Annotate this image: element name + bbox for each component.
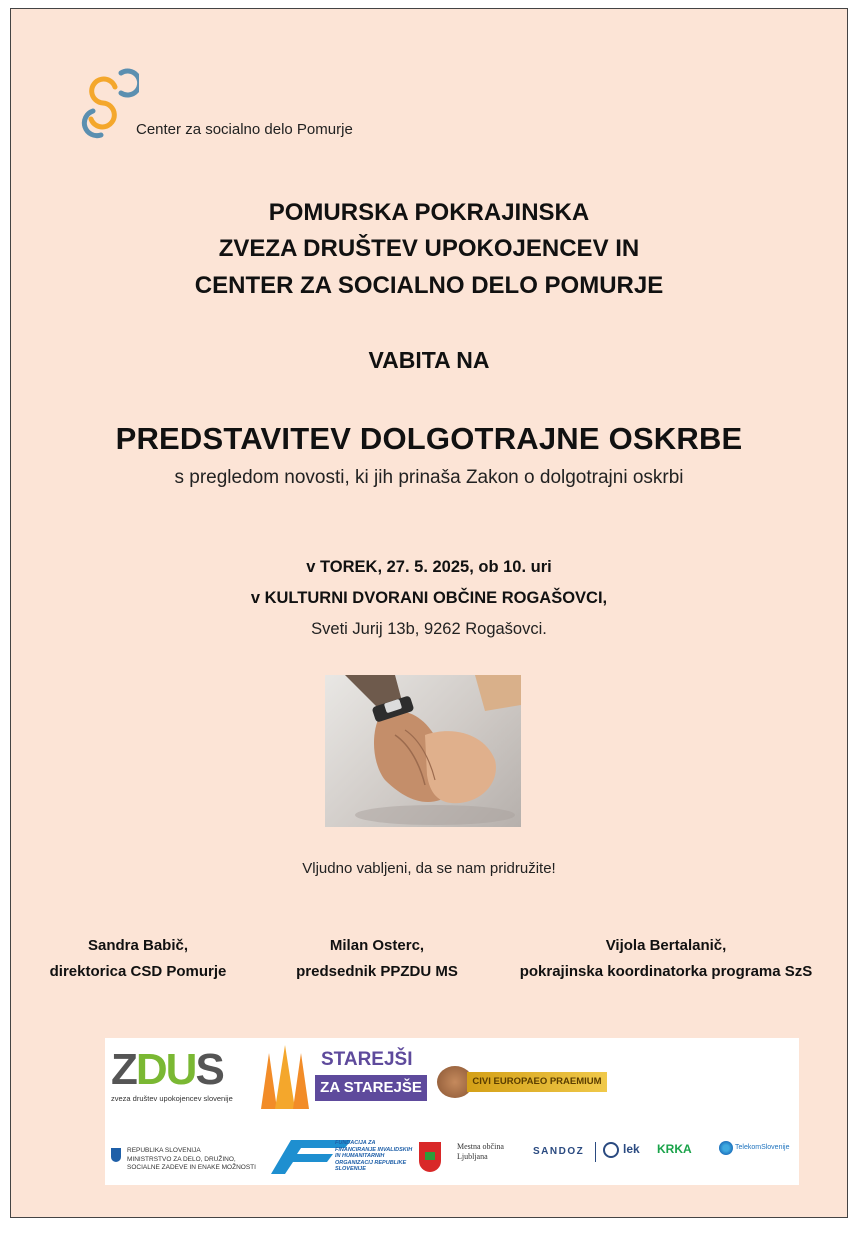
ministry-text: REPUBLIKA SLOVENIJA MINISTRSTVO ZA DELO, DRUŽINO, SOCIALNE ZADEVE IN ENAKE MOŽNOSTI [127, 1147, 256, 1171]
signatory-name: Vijola Bertalanič, [605, 937, 727, 954]
fundacija-text: FUNDACIJA ZA FINANCIRANJE INVALIDSKIH IN HUMANITARNIH ORGANIZACIJ REPUBLIKE SLOVENIJE [335, 1140, 413, 1172]
sponsor-divider [595, 1142, 596, 1162]
zdus-logo: ZDUS zveza društev upokojencev slovenije [111, 1048, 251, 1108]
signatory-name: Milan Osterc, [329, 937, 425, 954]
hands-photo [325, 675, 521, 827]
lek-circle-icon [603, 1142, 619, 1158]
csd-logo-icon [75, 67, 139, 141]
sandoz-logo: SANDOZ [533, 1146, 585, 1157]
signatory-role: direktorica CSD Pomurje [49, 963, 227, 980]
event-title: PREDSTAVITEV DOLGOTRAJNE OSKRBE [115, 421, 743, 456]
civi-text: CIVI EUROPAEO PRAEMIUM [467, 1072, 607, 1092]
signatory-3 [495, 933, 837, 985]
heading-line-2: ZVEZA DRUŠTEV UPOKOJENCEV IN [218, 235, 640, 262]
heading-line-3: CENTER ZA SOCIALNO DELO POMURJE [194, 272, 664, 299]
fundacija-logo [271, 1140, 413, 1174]
invitation-label: VABITA NA [368, 347, 490, 373]
slovenia-crest-icon [111, 1148, 121, 1162]
heading-line-1: POMURSKA POKRAJINSKA [268, 199, 590, 226]
starejsi-line2: ZA STAREJŠE [315, 1075, 427, 1101]
raised-hands-icon [255, 1043, 315, 1109]
event-datetime: v TOREK, 27. 5. 2025, ob 10. uri [306, 558, 552, 576]
sponsor-logos [105, 1038, 799, 1185]
signatory-role: predsednik PPZDU MS [296, 963, 458, 980]
telekom-icon [719, 1141, 733, 1155]
hands-illustration [325, 675, 521, 827]
invitation-page [10, 8, 848, 1218]
event-venue: v KULTURNI DVORANI OBČINE ROGAŠOVCI, [250, 589, 608, 607]
event-subtitle: s pregledom novosti, ki jih prinaša Zakon o dolgotrajni oskrbi [174, 467, 684, 488]
signatory-2 [275, 933, 479, 985]
signatory-name: Sandra Babič, [87, 937, 189, 954]
organization-name: Center za socialno delo Pomurje [136, 121, 353, 138]
event-address: Sveti Jurij 13b, 9262 Rogašovci. [311, 620, 547, 638]
signatory-role: pokrajinska koordinatorka programa SzS [519, 963, 813, 980]
zdus-caption: zveza društev upokojencev slovenije [111, 1094, 233, 1103]
signatory-1 [25, 933, 251, 985]
ljubljana-crest-icon [419, 1142, 441, 1172]
lek-logo: lek [623, 1142, 640, 1156]
telekom-logo: TelekomSlovenije [735, 1144, 790, 1151]
ljubljana-text: Mestna občina Ljubljana [457, 1142, 504, 1161]
starejsi-line1: STAREJŠI [321, 1049, 413, 1070]
starejsi-logo [255, 1043, 431, 1109]
invite-text: Vljudno vabljeni, da se nam pridružite! [302, 860, 556, 877]
civi-europaeo-logo [437, 1066, 613, 1100]
krka-logo: KRKA [657, 1142, 692, 1156]
